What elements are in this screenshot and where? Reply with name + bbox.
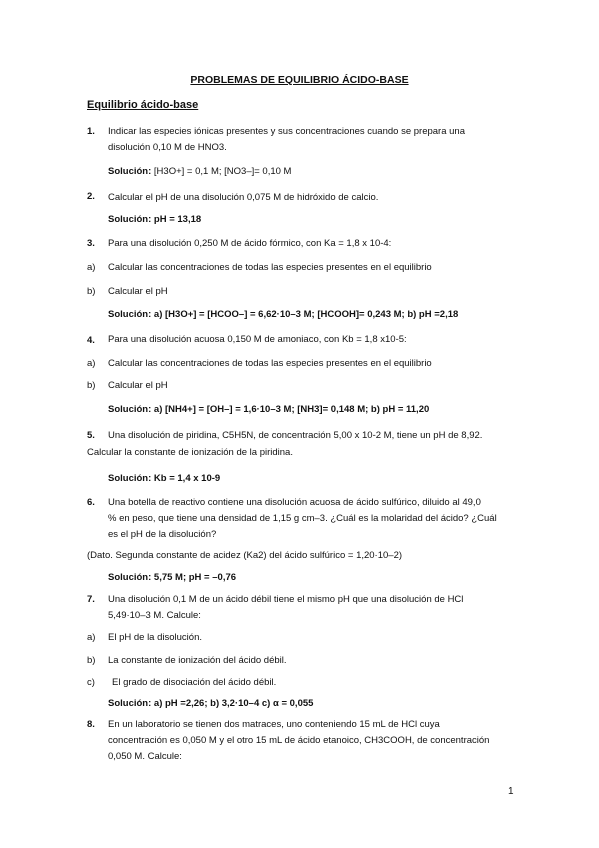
problem-4-a-label: a) bbox=[87, 358, 96, 369]
problem-1-text-line1: Indicar las especies iónicas presentes y sus concentraciones cuando se prepara una bbox=[108, 126, 465, 137]
problem-8-number: 8. bbox=[87, 719, 95, 730]
problem-3-a-label: a) bbox=[87, 262, 96, 273]
problem-3-a-text: Calcular las concentraciones de todas las especies presentes en el equilibrio bbox=[108, 262, 432, 273]
problem-5-text-line2: Calcular la constante de ionización de la piridina. bbox=[87, 447, 293, 458]
solution-label: Solución: bbox=[108, 404, 152, 415]
problem-7-b-label: b) bbox=[87, 655, 96, 666]
problem-5-number: 5. bbox=[87, 430, 95, 441]
problem-2-number: 2. bbox=[87, 191, 95, 202]
problem-7-solution: Solución: a) pH =2,26; b) 3,2·10–4 c) α = 0,055 bbox=[108, 698, 314, 709]
problem-4-number: 4. bbox=[87, 335, 95, 346]
problem-8-text-line2: concentración es 0,050 M y el otro 15 mL de ácido etanoico, CH3COOH, de concentración bbox=[108, 735, 490, 746]
problem-4-a-text: Calcular las concentraciones de todas las especies presentes en el equilibrio bbox=[108, 358, 432, 369]
problem-6-solution: Solución: 5,75 M; pH = –0,76 bbox=[108, 572, 237, 583]
problem-7-a-label: a) bbox=[87, 632, 96, 643]
problem-3-text: Para una disolución 0,250 M de ácido fórmico, con Ka = 1,8 x 10-4: bbox=[108, 238, 392, 249]
page-title: PROBLEMAS DE EQUILIBRIO ÁCIDO-BASE bbox=[190, 74, 409, 86]
problem-6-number: 6. bbox=[87, 497, 95, 508]
problem-1-number: 1. bbox=[87, 126, 95, 137]
solution-value: a) [NH4+] = [OH–] = 1,6·10–3 M; [NH3]= 0,148 M; b) pH = 11,20 bbox=[153, 404, 430, 415]
problem-7-c-label: c) bbox=[87, 677, 95, 688]
problem-5-solution: Solución: Kb = 1,4 x 10-9 bbox=[108, 473, 221, 484]
solution-label: Solución: bbox=[108, 166, 152, 177]
problem-8-text-line1: En un laboratorio se tienen dos matraces, uno conteniendo 15 mL de HCl cuya bbox=[108, 719, 440, 730]
problem-4-solution bbox=[108, 404, 429, 415]
problem-1-solution bbox=[108, 166, 291, 177]
problem-3-b-text: Calcular el pH bbox=[108, 286, 168, 297]
problem-2-solution: Solución: pH = 13,18 bbox=[108, 214, 202, 225]
problem-3-solution bbox=[108, 309, 458, 320]
problem-7-text-line2: 5,49·10–3 M. Calcule: bbox=[108, 610, 201, 621]
problem-4-text: Para una disolución acuosa 0,150 M de amoniaco, con Kb = 1,8 x10-5: bbox=[108, 334, 407, 345]
problem-7-b-text: La constante de ionización del ácido débil. bbox=[108, 655, 287, 666]
solution-label: Solución: bbox=[108, 309, 152, 320]
problem-7-text-line1: Una disolución 0,1 M de un ácido débil tiene el mismo pH que una disolución de HCl bbox=[108, 594, 464, 605]
problem-5-text-line1: Una disolución de piridina, C5H5N, de concentración 5,00 x 10-2 M, tiene un pH de 8,92. bbox=[108, 430, 483, 441]
problem-7-number: 7. bbox=[87, 594, 95, 605]
problem-3-b-label: b) bbox=[87, 286, 96, 297]
problem-8-text-line3: 0,050 M. Calcule: bbox=[108, 751, 182, 762]
section-heading: Equilibrio ácido-base bbox=[87, 99, 199, 111]
page-number: 1 bbox=[508, 786, 514, 797]
solution-value: [H3O+] = 0,1 M; [NO3–]= 0,10 M bbox=[153, 166, 292, 177]
problem-3-number: 3. bbox=[87, 238, 95, 249]
problem-7-a-text: El pH de la disolución. bbox=[108, 632, 202, 643]
problem-6-text-line2: % en peso, que tiene una densidad de 1,15 g cm–3. ¿Cuál es la molaridad del ácido? ¿Cuál bbox=[108, 513, 497, 524]
problem-6-data-note: (Dato. Segunda constante de acidez (Ka2) del ácido sulfúrico = 1,20·10–2) bbox=[87, 550, 403, 561]
problem-6-text-line1: Una botella de reactivo contiene una disolución acuosa de ácido sulfúrico, diluido al 49,0 bbox=[108, 497, 481, 508]
problem-6-text-line3: es el pH de la disolución? bbox=[108, 529, 217, 540]
problem-7-c-text: El grado de disociación del ácido débil. bbox=[112, 677, 277, 688]
problem-1-text-line2: disolución 0,10 M de HNO3. bbox=[108, 142, 227, 153]
problem-4-b-text: Calcular el pH bbox=[108, 380, 168, 391]
problem-4-b-label: b) bbox=[87, 380, 96, 391]
solution-value: a) [H3O+] = [HCOO–] = 6,62·10–3 M; [HCOOH]= 0,243 M; b) pH =2,18 bbox=[153, 309, 459, 320]
problem-2-text: Calcular el pH de una disolución 0,075 M de hidróxido de calcio. bbox=[108, 192, 379, 203]
